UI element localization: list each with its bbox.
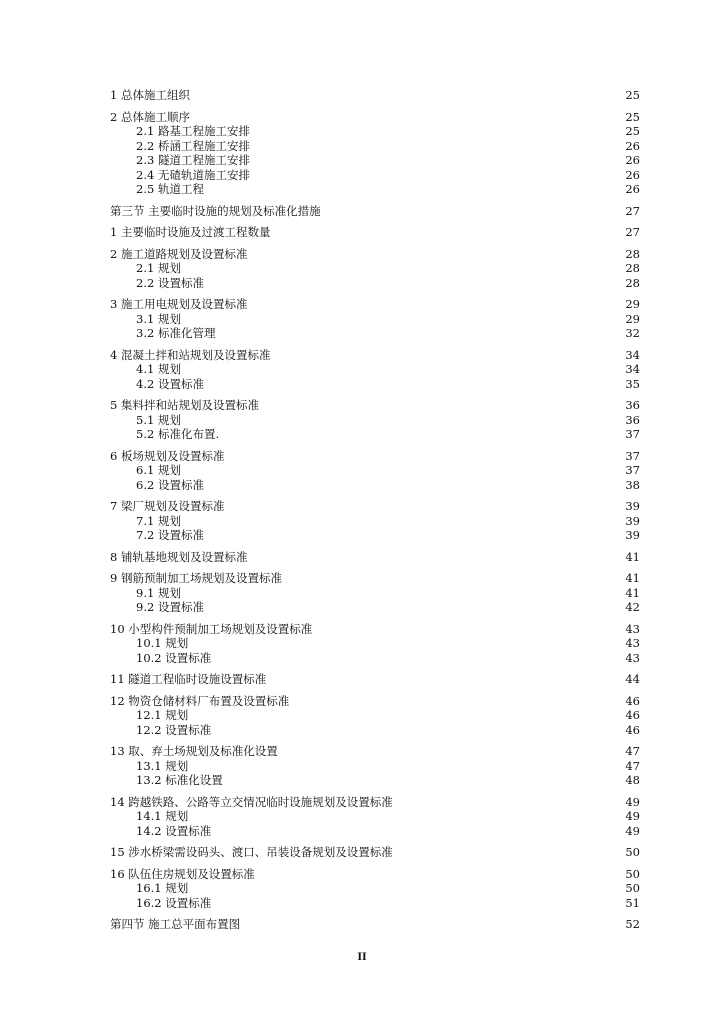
toc-entry[interactable]	[110, 463, 640, 478]
toc-entry[interactable]	[110, 694, 640, 709]
toc-entry-page: 25	[625, 109, 640, 124]
toc-entry-page: 52	[625, 917, 640, 931]
toc-entry-title: 3.2 标准化管理	[136, 326, 216, 340]
toc-entry[interactable]	[110, 896, 640, 911]
toc-entry[interactable]	[110, 398, 640, 413]
toc-entry[interactable]	[110, 297, 640, 312]
toc-entry-title: 4.2 设置标准	[136, 376, 204, 391]
toc-entry[interactable]	[110, 139, 640, 154]
toc-entry[interactable]	[110, 651, 640, 666]
toc-entry-page: 36	[625, 412, 640, 427]
toc-entry[interactable]	[110, 247, 640, 262]
toc-entry[interactable]	[110, 427, 640, 442]
toc-entry-page: 27	[625, 203, 640, 218]
toc-entry-page: 41	[625, 571, 640, 585]
toc-entry[interactable]	[110, 809, 640, 824]
toc-entry-page: 34	[625, 347, 640, 362]
toc-entry[interactable]	[110, 413, 640, 428]
toc-entry[interactable]	[110, 362, 640, 377]
toc-entry-page: 49	[625, 794, 640, 809]
toc-entry[interactable]	[110, 917, 640, 932]
toc-entry[interactable]	[110, 636, 640, 651]
toc-entry-title: 16.1 规划	[136, 881, 189, 895]
toc-entry[interactable]	[110, 773, 640, 788]
toc-entry-page: 46	[625, 722, 640, 737]
toc-entry[interactable]	[110, 312, 640, 327]
toc-entry-title: 2.2 桥涵工程施工安排	[136, 138, 250, 153]
toc-entry-title: 2.1 规划	[136, 261, 181, 275]
toc-entry-page: 44	[625, 672, 640, 686]
toc-entry-title: 5 集料拌和站规划及设置标准	[110, 398, 259, 412]
toc-entry-title: 3 施工用电规划及设置标准	[110, 297, 248, 311]
toc-entry-page: 37	[625, 463, 640, 477]
toc-entry-page: 50	[625, 881, 640, 895]
toc-entry[interactable]	[110, 348, 640, 363]
toc-entry-page: 28	[625, 261, 640, 275]
toc-entry[interactable]	[110, 449, 640, 464]
toc-entry-title: 第四节 施工总平面布置图	[110, 917, 241, 931]
toc-entry-title: 13 取、弃土场规划及标准化设置	[110, 744, 278, 758]
toc-entry-title: 2 施工道路规划及设置标准	[110, 246, 248, 261]
toc-entry[interactable]	[110, 204, 640, 219]
toc-entry[interactable]	[110, 622, 640, 637]
toc-entry[interactable]	[110, 571, 640, 586]
toc-entry-title: 1 主要临时设施及过渡工程数量	[110, 225, 271, 239]
toc-entry-page: 25	[625, 88, 640, 102]
toc-entry-page: 37	[625, 448, 640, 463]
toc-entry-title: 13.2 标准化设置	[136, 773, 223, 787]
toc-entry-title: 6 板场规划及设置标准	[110, 448, 225, 463]
toc-entry[interactable]	[110, 124, 640, 139]
toc-entry-page: 39	[625, 513, 640, 528]
toc-entry-page: 46	[625, 708, 640, 722]
toc-entry[interactable]	[110, 672, 640, 687]
toc-entry-page: 26	[625, 138, 640, 153]
toc-entry-title: 8 铺轨基地规划及设置标准	[110, 549, 248, 564]
toc-entry-title: 12 物资仓储材料厂布置及设置标准	[110, 693, 290, 708]
toc-entry-title: 3.1 规划	[136, 311, 181, 326]
toc-entry-page: 32	[625, 326, 640, 340]
toc-entry-title: 2 总体施工顺序	[110, 109, 190, 124]
toc-entry-title: 10 小型构件预制加工场规划及设置标准	[110, 621, 313, 636]
toc-entry-page: 25	[625, 124, 640, 138]
toc-entry-title: 6.2 设置标准	[136, 477, 204, 492]
toc-entry-page: 41	[625, 549, 640, 564]
toc-entry-page: 34	[625, 362, 640, 376]
toc-entry-page: 37	[625, 427, 640, 441]
toc-entry[interactable]	[110, 845, 640, 860]
toc-entry[interactable]	[110, 153, 640, 168]
toc-entry[interactable]	[110, 168, 640, 183]
toc-entry-page: 26	[625, 153, 640, 167]
toc-entry-title: 5.1 规划	[136, 412, 181, 427]
toc-entry[interactable]	[110, 867, 640, 882]
toc-entry-page: 43	[625, 636, 640, 650]
toc-entry-page: 39	[625, 528, 640, 542]
toc-entry-title: 4.1 规划	[136, 362, 181, 376]
toc-entry[interactable]	[110, 225, 640, 240]
page-number: II	[357, 949, 367, 963]
toc-entry-title: 12.1 规划	[136, 708, 189, 722]
toc-entry-page: 27	[625, 225, 640, 239]
toc-entry-page: 43	[625, 621, 640, 636]
toc-entry[interactable]	[110, 110, 640, 125]
toc-entry-title: 11 隧道工程临时设施设置标准	[110, 672, 267, 686]
toc-entry[interactable]	[110, 261, 640, 276]
table-of-contents	[110, 88, 640, 932]
toc-entry-title: 9.1 规划	[136, 585, 181, 600]
toc-entry-page: 51	[625, 895, 640, 910]
toc-entry-page: 42	[625, 600, 640, 614]
toc-entry-title: 14 跨越铁路、公路等立交情况临时设施规划及设置标准	[110, 794, 393, 809]
toc-entry-title: 第三节 主要临时设施的规划及标准化措施	[110, 203, 321, 218]
toc-entry[interactable]	[110, 182, 640, 197]
toc-entry-title: 12.2 设置标准	[136, 722, 212, 737]
toc-entry-page: 29	[625, 297, 640, 311]
toc-entry-title: 2.4 无碴轨道施工安排	[136, 167, 250, 182]
toc-entry[interactable]	[110, 377, 640, 392]
toc-entry-page: 48	[625, 773, 640, 787]
toc-entry-page: 38	[625, 477, 640, 492]
toc-entry[interactable]	[110, 824, 640, 839]
toc-entry-page: 28	[625, 246, 640, 261]
toc-entry[interactable]	[110, 514, 640, 529]
toc-entry-title: 15 涉水桥梁需设码头、渡口、吊装设备规划及设置标准	[110, 845, 393, 859]
toc-entry-title: 2.5 轨道工程	[136, 182, 204, 196]
toc-entry-title: 2.1 路基工程施工安排	[136, 124, 250, 138]
toc-entry-page: 26	[625, 167, 640, 182]
toc-entry-page: 47	[625, 744, 640, 758]
toc-entry-page: 29	[625, 311, 640, 326]
toc-entry-page: 26	[625, 182, 640, 196]
toc-entry-page: 41	[625, 585, 640, 600]
toc-entry[interactable]	[110, 881, 640, 896]
toc-entry-title: 13.1 规划	[136, 758, 189, 773]
toc-entry[interactable]	[110, 708, 640, 723]
toc-entry[interactable]	[110, 744, 640, 759]
toc-entry-title: 4 混凝土拌和站规划及设置标准	[110, 347, 271, 362]
toc-entry-title: 14.2 设置标准	[136, 823, 212, 838]
toc-entry[interactable]	[110, 88, 640, 103]
toc-entry-page: 46	[625, 693, 640, 708]
toc-entry-page: 28	[625, 275, 640, 290]
toc-entry-page: 49	[625, 809, 640, 823]
toc-entry[interactable]	[110, 528, 640, 543]
toc-entry-title: 10.1 规划	[136, 636, 189, 650]
toc-entry[interactable]	[110, 478, 640, 493]
toc-entry-title: 14.1 规划	[136, 809, 189, 823]
toc-entry-title: 5.2 标准化布置.	[136, 427, 220, 441]
toc-entry-page: 49	[625, 823, 640, 838]
toc-entry-page: 36	[625, 398, 640, 412]
toc-entry-title: 7 梁厂规划及设置标准	[110, 499, 225, 513]
toc-entry-title: 6.1 规划	[136, 463, 181, 477]
toc-entry-title: 1 总体施工组织	[110, 88, 190, 102]
toc-entry-title: 16 队伍住房规划及设置标准	[110, 866, 255, 881]
toc-entry[interactable]	[110, 276, 640, 291]
toc-entry-title: 16.2 设置标准	[136, 895, 212, 910]
toc-entry[interactable]	[110, 326, 640, 341]
toc-entry-page: 50	[625, 845, 640, 859]
toc-entry[interactable]	[110, 795, 640, 810]
toc-entry-page: 50	[625, 866, 640, 881]
toc-entry-page: 39	[625, 499, 640, 513]
toc-entry-page: 35	[625, 376, 640, 391]
toc-entry-title: 9.2 设置标准	[136, 600, 204, 614]
toc-entry-title: 7.2 设置标准	[136, 528, 204, 542]
toc-entry-title: 9 钢筋预制加工场规划及设置标准	[110, 571, 282, 585]
toc-entry-title: 2.2 设置标准	[136, 275, 204, 290]
toc-entry[interactable]	[110, 600, 640, 615]
toc-entry[interactable]	[110, 550, 640, 565]
toc-entry[interactable]	[110, 723, 640, 738]
toc-entry-page: 43	[625, 650, 640, 665]
toc-entry-title: 10.2 设置标准	[136, 650, 212, 665]
toc-entry-title: 2.3 隧道工程施工安排	[136, 153, 250, 167]
toc-entry-page: 47	[625, 758, 640, 773]
toc-entry-title: 7.1 规划	[136, 513, 181, 528]
toc-entry[interactable]	[110, 586, 640, 601]
toc-entry[interactable]	[110, 759, 640, 774]
toc-entry[interactable]	[110, 499, 640, 514]
